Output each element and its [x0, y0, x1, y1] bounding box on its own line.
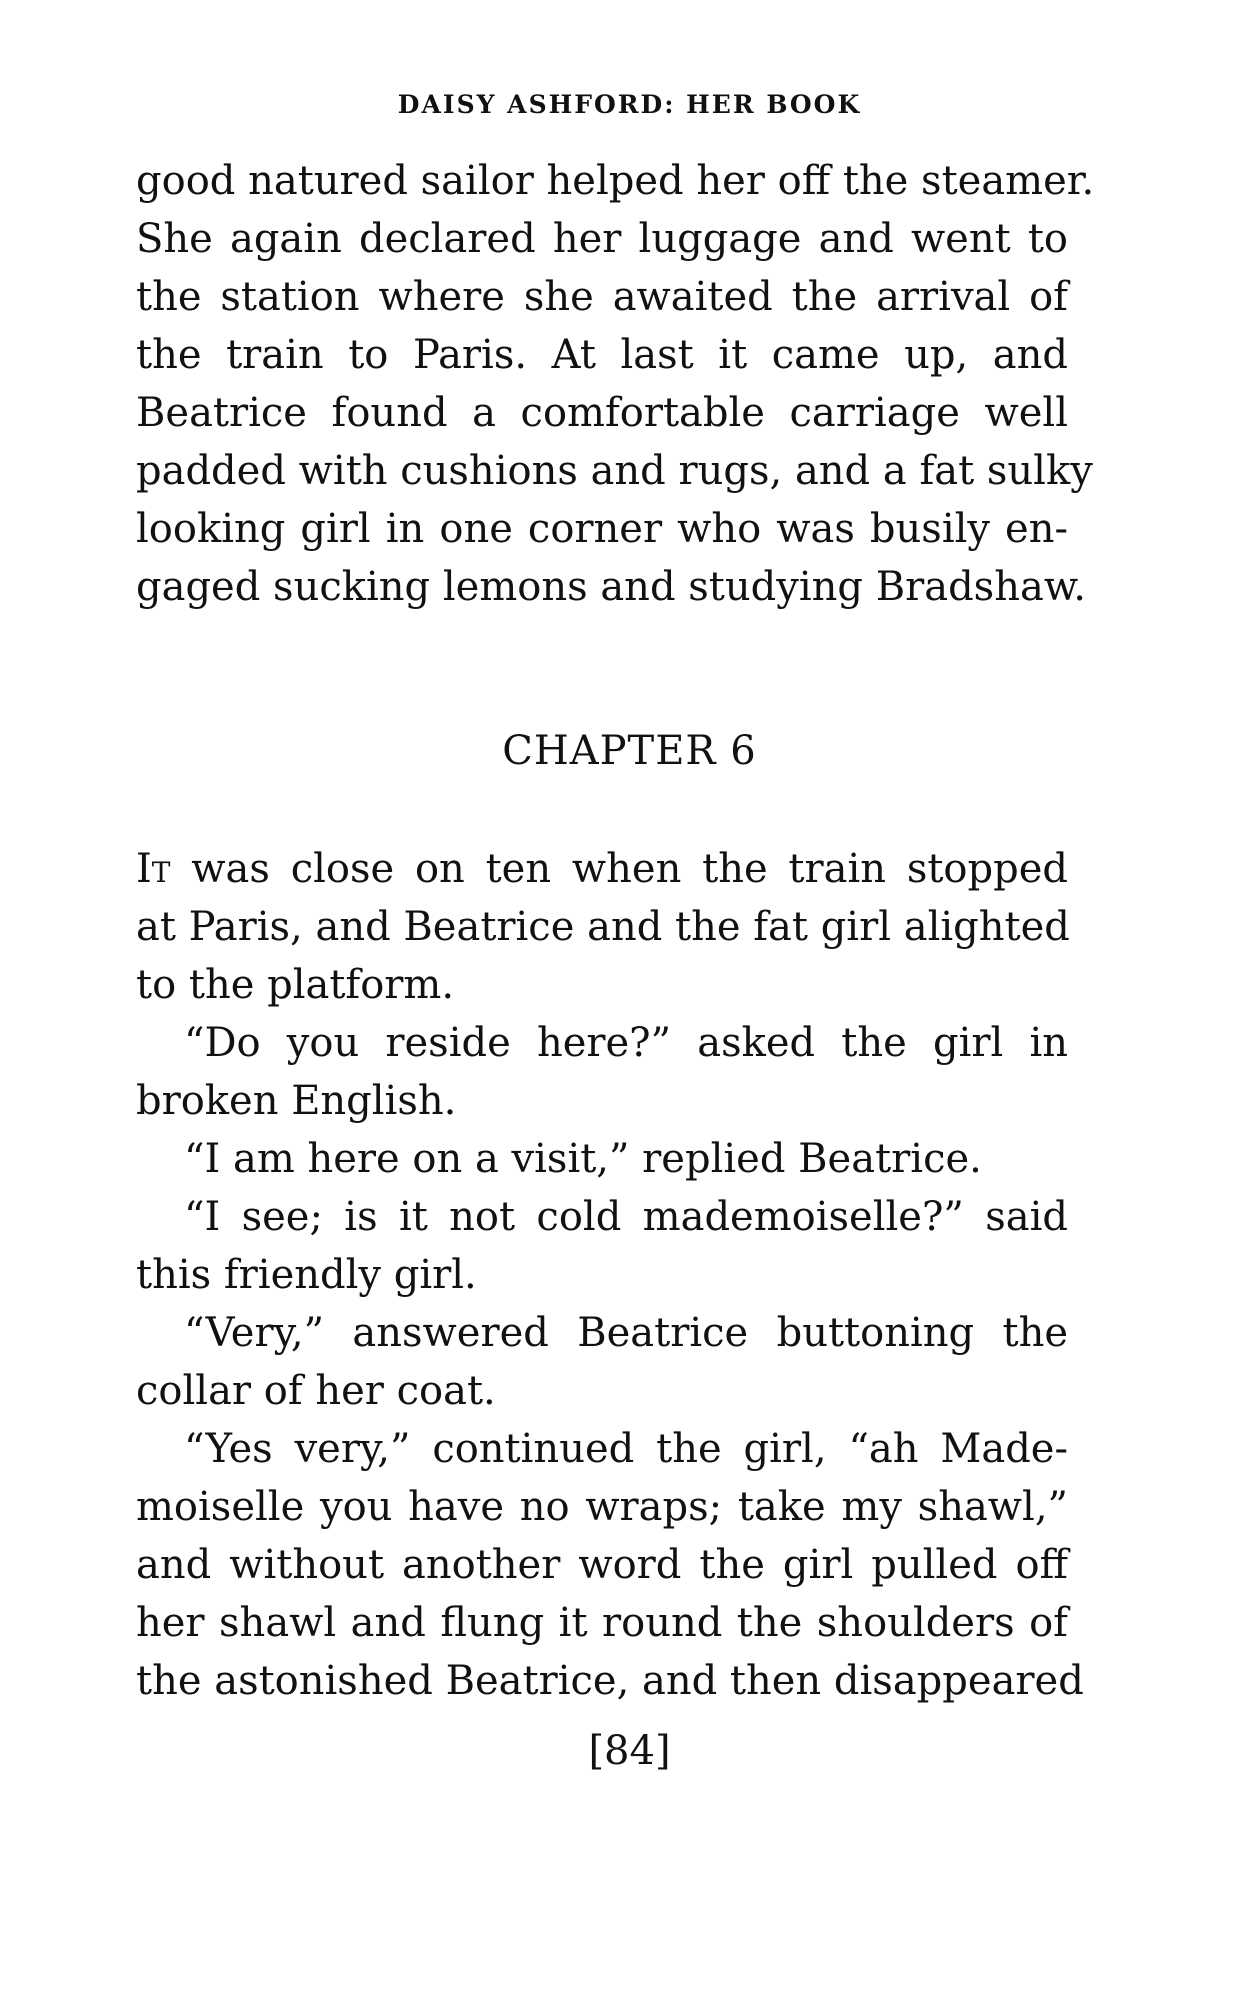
text-line: looking girl in one corner who was busily en- [136, 506, 1068, 552]
text-line: the train to Paris. At last it came up, and [136, 332, 1068, 378]
text-line: and without another word the girl pulled off [136, 1542, 1068, 1588]
continuation-paragraph [136, 152, 1095, 616]
text-line: the astonished Beatrice, and then disappeared [136, 1658, 1084, 1704]
text-line: Beatrice found a comfortable carriage well [136, 390, 1068, 436]
chapter-body [136, 840, 1084, 1710]
text-line: “I see; is it not cold mademoiselle?” said [184, 1194, 1068, 1240]
text-line: padded with cushions and rugs, and a fat sulky [136, 448, 1093, 494]
text-line: “Yes very,” continued the girl, “ah Made- [184, 1426, 1068, 1472]
text-line: her shawl and flung it round the shoulders of [136, 1600, 1068, 1646]
first-line-text: was close on ten when the train stopped [170, 846, 1068, 892]
text-line: collar of her coat. [136, 1368, 496, 1414]
text-line: She again declared her luggage and went to [136, 216, 1068, 262]
opening-word: It [136, 846, 171, 892]
chapter-first-line [136, 840, 1068, 898]
text-line: to the platform. [136, 962, 455, 1008]
text-line: “Do you reside here?” asked the girl in [184, 1020, 1068, 1066]
text-line: this friendly girl. [136, 1252, 477, 1298]
text-line: moiselle you have no wraps; take my shawl,” [136, 1484, 1068, 1530]
chapter-title: CHAPTER 6 [502, 728, 757, 774]
page-number: [84] [588, 1728, 671, 1774]
text-line: at Paris, and Beatrice and the fat girl alighted [136, 904, 1070, 950]
text-line: “I am here on a visit,” replied Beatrice. [184, 1136, 982, 1182]
text-line: good natured sailor helped her off the steamer. [136, 158, 1095, 204]
text-line: “Very,” answered Beatrice buttoning the [184, 1310, 1068, 1356]
running-head: DAISY ASHFORD: HER BOOK [397, 90, 862, 119]
text-line: the station where she awaited the arrival of [136, 274, 1068, 320]
text-line: broken English. [136, 1078, 457, 1124]
text-line: gaged sucking lemons and studying Bradshaw. [136, 564, 1087, 610]
